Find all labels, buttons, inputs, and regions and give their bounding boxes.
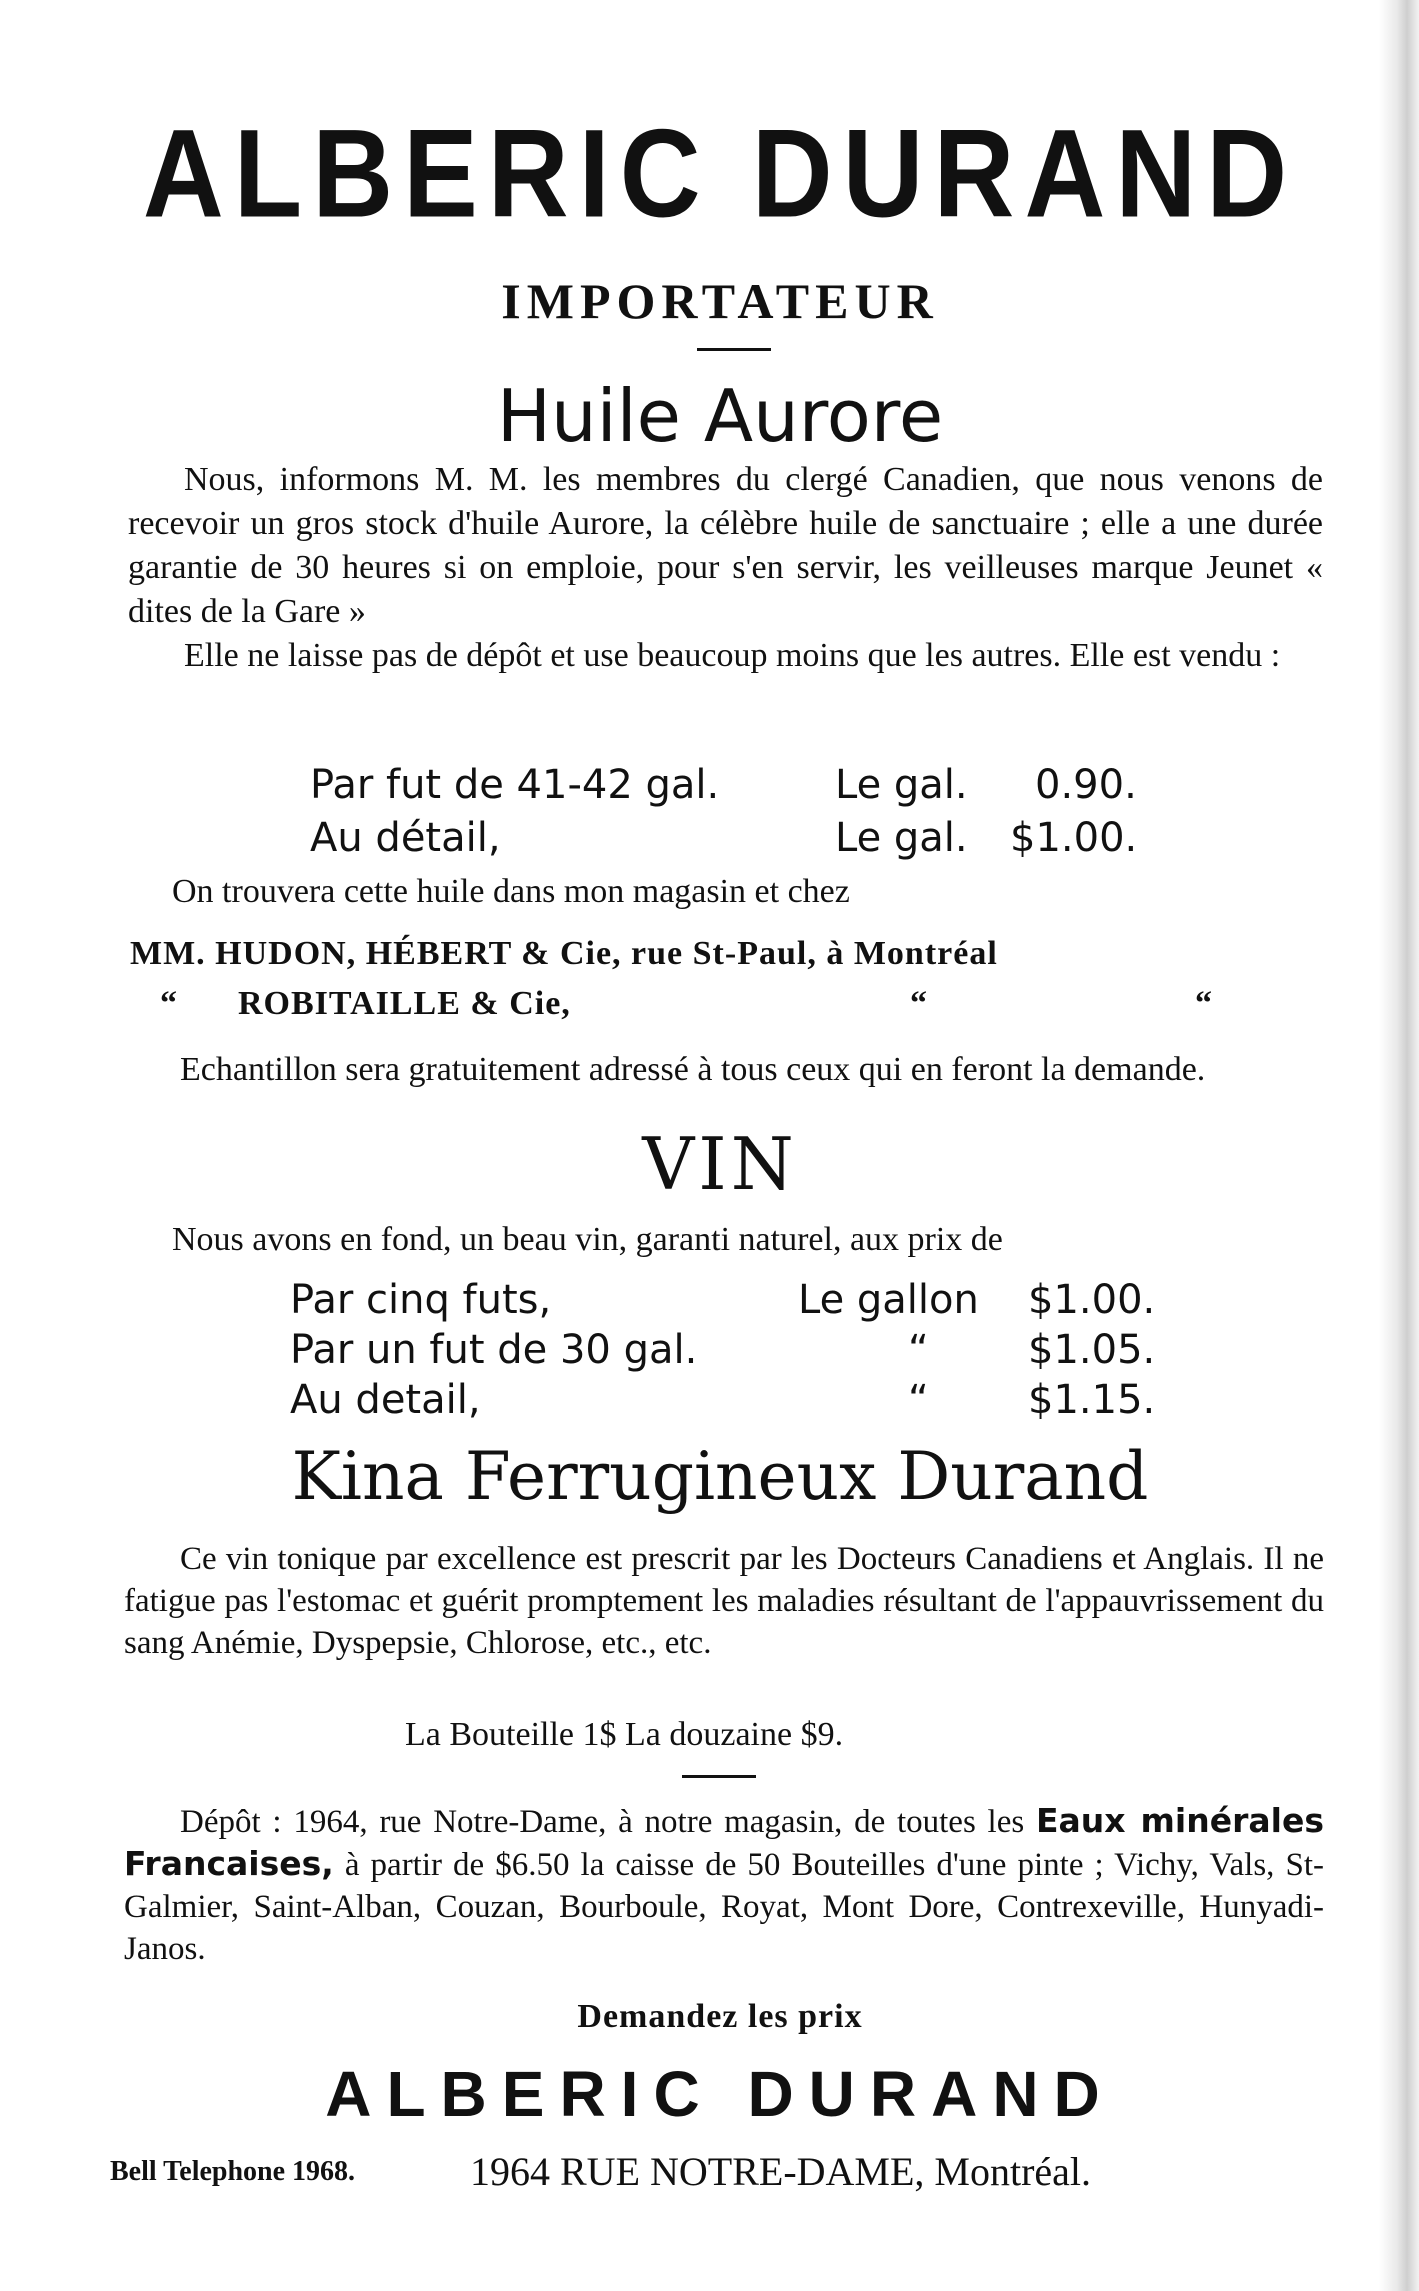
depot-text [124, 1800, 1324, 1970]
vin-price-row [110, 1277, 1330, 1324]
depot-lead: Dépôt : 1964, rue Notre-Dame, à notre magasin, de toutes les [180, 1804, 1025, 1840]
divider-rule [682, 1775, 756, 1778]
price-unit: Le gallon [798, 1277, 979, 1323]
huile-intro-text: Nous, informons M. M. les membres du clergé Canadien, que nous venons de recevoir un gros stock d'huile Aurore, la célèbre huile de sanctuaire ; elle a une durée garantie de 30 heures si on emploie, pour s'en servir, les veilleuses marque Jeunet « dites de la Gare » [128, 461, 1323, 630]
vin-price-row [110, 1377, 1330, 1424]
dealer-ditto-mark: “ [1195, 985, 1213, 1022]
sample-text: Echantillon sera gratuitement adressé à tous ceux qui en feront la demande. [180, 1051, 1206, 1088]
dealer-ditto-mark: “ [160, 985, 178, 1022]
footer-contact [110, 2148, 1330, 2198]
vin-heading: VIN [642, 1122, 798, 1206]
dealer-ditto-mark: “ [910, 985, 928, 1022]
availability-text: On trouvera cette huile dans mon magasin et chez [172, 873, 850, 910]
depot-paragraph [124, 1800, 1324, 1970]
price-label: Par fut de 41-42 gal. [310, 762, 720, 808]
huile-intro [128, 458, 1323, 678]
page-edge [1379, 0, 1419, 2291]
kina-heading: Kina Ferrugineux Durand [291, 1438, 1149, 1515]
depot-rest: à partir de $6.50 la caisse de 50 Bouteilles d'une pinte ; Vichy, Vals, St-Galmier, Saint-Alban, Couzan, Bourboule, Royat, Mont Dore, Contrexeville, Hunyadi-Janos. [124, 1847, 1324, 1967]
kina-price-line: La Bouteille 1$ La douzaine $9. [405, 1716, 844, 1753]
telephone-number: Bell Telephone 1968. [110, 2156, 356, 2187]
vin-intro: Nous avons en fond, un beau vin, garanti naturel, aux prix de [172, 1221, 1003, 1258]
huile-price-row [110, 815, 1330, 862]
price-value: $1.05. [1028, 1327, 1156, 1373]
price-unit: “ [908, 1327, 929, 1373]
huile-intro2-text: Elle ne laisse pas de dépôt et use beaucoup moins que les autres. Elle est vendu : [184, 637, 1281, 674]
price-label: Au detail, [290, 1377, 481, 1423]
divider-rule [697, 348, 771, 351]
price-unit: “ [908, 1377, 929, 1423]
huile-heading: Huile Aurore [496, 374, 944, 458]
kina-body-text: Ce vin tonique par excellence est prescrit par les Docteurs Canadiens et Anglais. Il ne fatigue pas l'estomac et guérit promptement les maladies résultant de l'appauvrissement du sang Anémie, Dyspepsie, Chlorose, etc., etc. [124, 1541, 1324, 1661]
dealer-line: MM. HUDON, HÉBERT & Cie, rue St-Paul, à Montréal [130, 935, 998, 972]
price-value: 0.90. [1035, 762, 1137, 808]
huile-price-row [110, 762, 1330, 809]
price-unit: Le gal. [835, 815, 968, 861]
price-label: Par un fut de 30 gal. [290, 1327, 698, 1373]
price-label: Par cinq futs, [290, 1277, 552, 1323]
eaux-minerales-label: Eaux minérales Francaises, [124, 1801, 1324, 1883]
price-value: $1.15. [1028, 1377, 1156, 1423]
street-address: 1964 RUE NOTRE-DAME, Montréal. [470, 2149, 1092, 2194]
price-label: Au détail, [310, 815, 501, 861]
dealer-line: ROBITAILLE & Cie, [238, 985, 571, 1022]
price-unit: Le gal. [835, 762, 968, 808]
advertiser-subtitle: IMPORTATEUR [501, 273, 939, 329]
sample-note [124, 1048, 1324, 1092]
price-value: $1.00. [1010, 815, 1138, 861]
footer-advertiser-name: ALBERIC DURAND [325, 2058, 1115, 2130]
kina-body [124, 1538, 1324, 1664]
ask-prices: Demandez les prix [577, 1998, 863, 2035]
vin-price-row [110, 1327, 1330, 1374]
advertiser-title: ALBERIC DURAND [142, 103, 1298, 244]
price-value: $1.00. [1028, 1277, 1156, 1323]
